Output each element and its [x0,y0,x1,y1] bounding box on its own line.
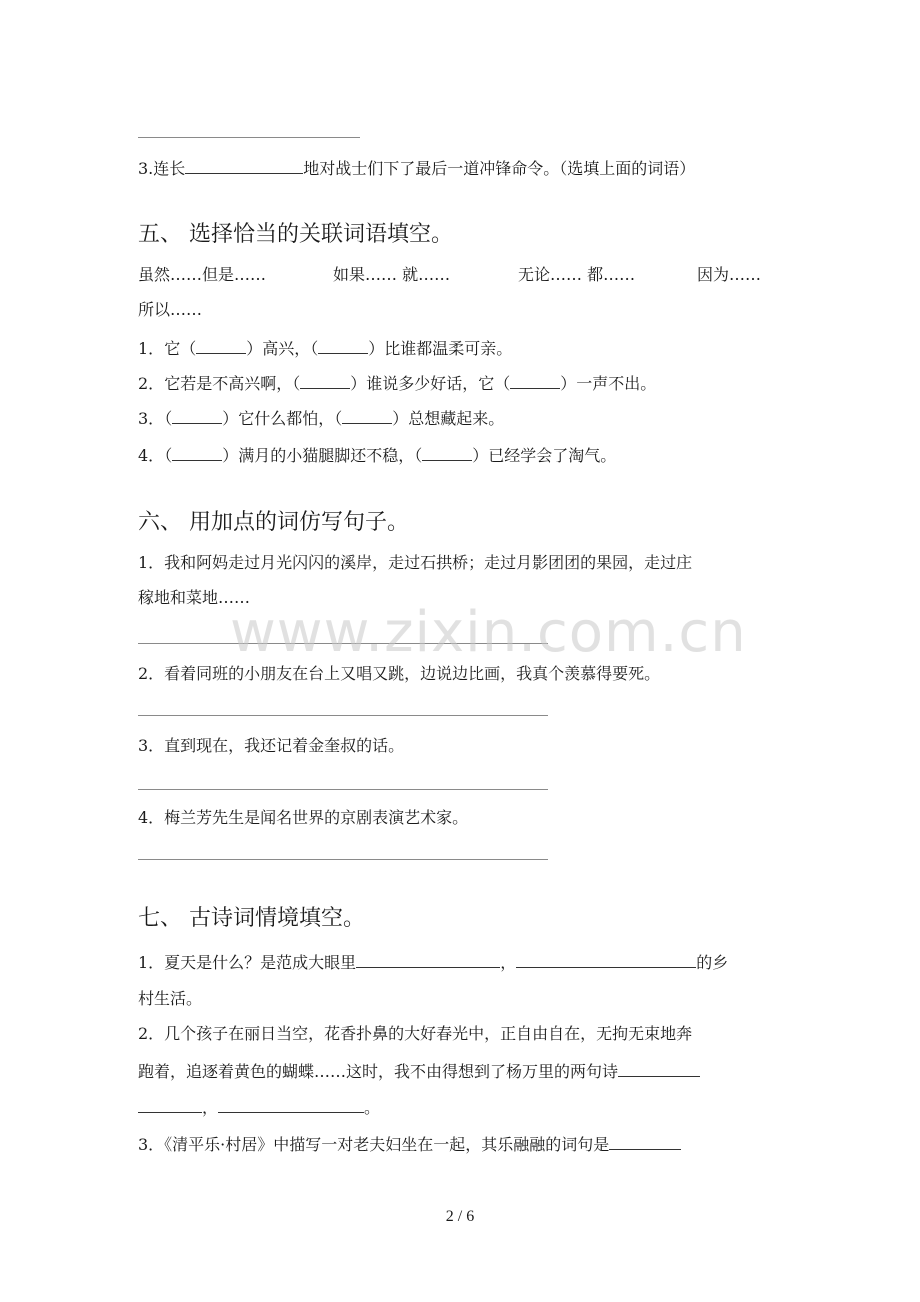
blank [300,373,350,389]
sec5-item-1 [138,338,512,359]
item-text: ）已经学会了淘气。 [472,446,617,465]
blank [218,1097,364,1113]
sec7-q2-line2 [138,1061,700,1082]
answer-line-prev [138,137,360,138]
item-text: ）满月的小猫腿脚还不稳，（ [222,446,423,465]
sec7-q1-line1 [138,952,728,973]
q-text: 。 [364,1098,381,1117]
q3-top-suffix: 地对战士们下了最后一道冲锋命令。（选填上面的词语） [303,159,696,178]
q3-top [138,158,695,179]
sec5-item-2 [138,373,656,394]
item-num: 2． [138,374,165,393]
option-wrap: 所以…… [138,300,203,319]
item-text: （ [164,446,173,465]
sec5-item-4 [138,445,616,466]
item-text: ）总想藏起来。 [392,409,505,428]
sec7-q2-line1: 2．几个孩子在丽日当空，花香扑鼻的大好春光中，正自由自在，无拘无束地奔 [138,1024,693,1043]
sec6-item-4: 4．梅兰芳先生是闻名世界的京剧表演艺术家。 [138,808,469,827]
sec6-item-1-line2: 稼地和菜地…… [138,588,251,607]
q-text: 的乡 [696,953,729,972]
blank [172,445,222,461]
q-text: 3．《清平乐·村居》中描写一对老夫妇坐在一起，其乐融融的词句是 [138,1135,610,1154]
option-2: 如果…… 就…… [333,265,451,284]
item-text: 它若是不高兴啊，（ [164,374,301,393]
item-text: ）比谁都温柔可亲。 [368,339,513,358]
item-text: ）谁说多少好话，它（ [350,374,511,393]
blank [516,952,696,968]
item-num: 4． [138,446,165,465]
answer-line [138,715,548,716]
sec6-item-1-line1: 1．我和阿妈走过月光闪闪的溪岸，走过石拱桥；走过月影团团的果园，走过庄 [138,553,693,572]
q-text: ， [202,1098,219,1117]
q-text: 跑着，追逐着黄色的蝴蝶……这时，我不由得想到了杨万里的两句诗 [138,1062,619,1081]
sec6-item-3: 3．直到现在，我还记着金奎叔的话。 [138,736,405,755]
option-4: 因为…… [697,265,762,284]
blank [196,338,246,354]
section-5-title: 五、 选择恰当的关联词语填空。 [138,222,453,247]
blank [172,408,222,424]
answer-line [138,789,548,790]
q-text: 1．夏天是什么？是范成大眼里 [138,953,357,972]
sec7-q3 [138,1134,681,1155]
blank [318,338,368,354]
option-1: 虽然……但是…… [138,265,267,284]
item-text: ）高兴，（ [246,339,319,358]
blank [609,1134,681,1150]
section-7-title: 七、 古诗词情境填空。 [138,906,365,931]
answer-line [138,859,548,860]
blank [510,373,560,389]
blank [356,952,500,968]
watermark: www.zixin.com.cn [230,600,747,665]
blank [185,158,303,174]
sec6-item-2: 2．看着同班的小朋友在台上又唱又跳，边说边比画，我真个羡慕得要死。 [138,664,661,683]
q-text: ， [500,953,517,972]
item-num: 1． [138,339,165,358]
option-3: 无论…… 都…… [518,265,636,284]
blank [342,408,392,424]
blank [138,1097,202,1113]
sec7-q2-line3 [138,1097,380,1118]
page-number: 2 / 6 [445,1208,475,1225]
item-text: （ [164,409,173,428]
sec7-q1-line2: 村生活。 [138,989,203,1008]
item-text: ）它什么都怕，（ [222,409,343,428]
blank [422,445,472,461]
blank [618,1061,700,1077]
section-6-title: 六、 用加点的词仿写句子。 [138,510,409,535]
item-text: 它（ [164,339,197,358]
item-num: 3． [138,409,165,428]
sec5-item-3 [138,408,504,429]
item-text: ）一声不出。 [560,374,657,393]
q3-top-prefix: 3.连长 [138,159,186,178]
